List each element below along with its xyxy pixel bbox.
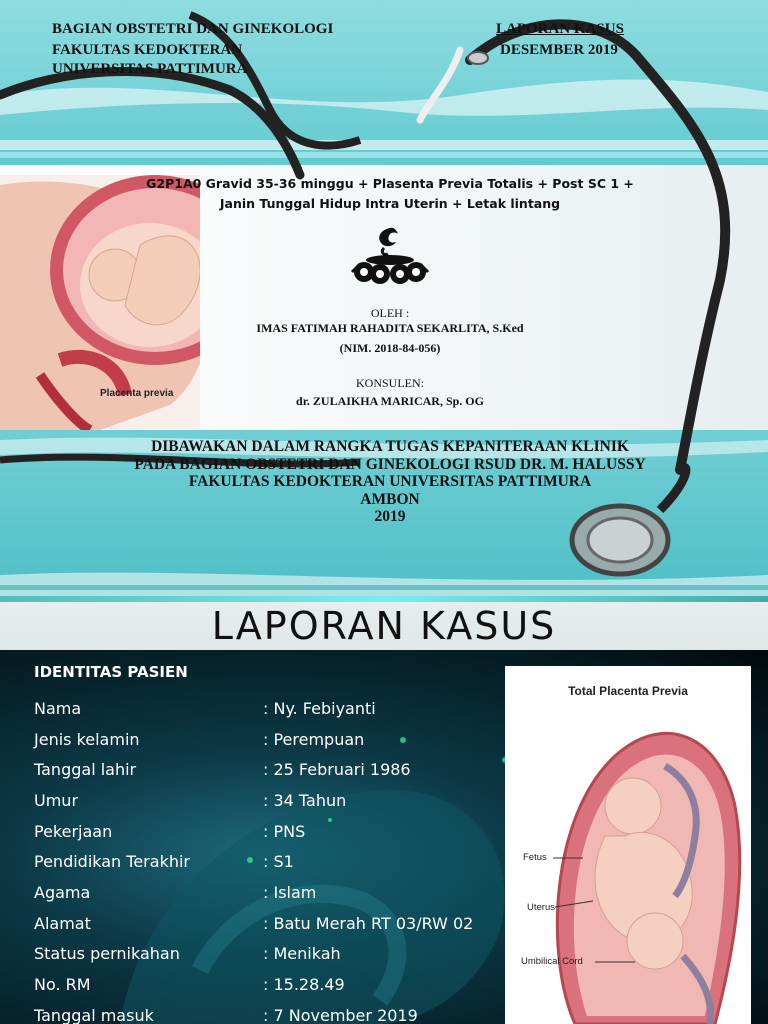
patient-identity-list bbox=[34, 693, 504, 1024]
identity-row bbox=[34, 908, 504, 939]
identity-row bbox=[34, 724, 504, 755]
identity-row bbox=[34, 1000, 504, 1024]
row-value: : Menikah bbox=[263, 944, 341, 964]
report-date: DESEMBER 2019 bbox=[500, 42, 618, 58]
patient-identity-slide bbox=[0, 596, 768, 1024]
consultant-label: KONSULEN: bbox=[356, 376, 424, 390]
row-label: No. RM bbox=[34, 975, 91, 995]
faculty-line: FAKULTAS KEDOKTERAN bbox=[52, 42, 243, 58]
identity-row bbox=[34, 754, 504, 785]
row-value: : 25 Februari 1986 bbox=[263, 760, 411, 780]
identity-row bbox=[34, 693, 504, 724]
diagram-title: Total Placenta Previa bbox=[568, 684, 688, 698]
identity-row bbox=[34, 939, 504, 970]
fetus-label: Fetus bbox=[523, 852, 547, 863]
placenta-previa-caption: Placenta previa bbox=[100, 388, 174, 399]
row-value: : 34 Tahun bbox=[263, 790, 347, 810]
row-label: Nama bbox=[34, 698, 82, 718]
row-label: Tanggal lahir bbox=[34, 760, 137, 780]
row-label: Agama bbox=[34, 882, 91, 902]
department-line: BAGIAN OBSTETRI DAN GINEKOLOGI bbox=[52, 21, 334, 37]
identity-row bbox=[34, 969, 504, 1000]
identity-row bbox=[34, 816, 504, 847]
uterus-label: Uterus bbox=[527, 902, 555, 913]
case-title bbox=[120, 174, 660, 214]
row-label: Umur bbox=[34, 790, 79, 810]
row-value: : S1 bbox=[263, 852, 294, 872]
department-header bbox=[52, 20, 333, 79]
row-value: : 7 November 2019 bbox=[263, 1005, 418, 1024]
row-label: Alamat bbox=[34, 913, 91, 933]
university-line: UNIVERSITAS PATTIMURA bbox=[52, 61, 248, 77]
umbilical-cord-label: Umbilical Cord bbox=[521, 956, 583, 967]
identity-row bbox=[34, 846, 504, 877]
row-value: : Perempuan bbox=[263, 729, 365, 749]
row-label: Pendidikan Terakhir bbox=[34, 852, 190, 872]
purpose-line: DIBAWAKAN DALAM RANGKA TUGAS KEPANITERAAN KLINIK bbox=[151, 438, 629, 455]
row-value: : Batu Merah RT 03/RW 02 bbox=[263, 913, 474, 933]
author-name: IMAS FATIMAH RAHADITA SEKARLITA, S.Ked bbox=[256, 321, 524, 335]
row-value: : Ny. Febiyanti bbox=[263, 698, 376, 718]
purpose-line: PADA BAGIAN OBSTETRI DAN GINEKOLOGI RSUD DR. M. HALUSSY bbox=[134, 455, 646, 473]
report-type: LAPORAN KASUS bbox=[496, 21, 624, 37]
university-logo bbox=[350, 224, 430, 294]
purpose-line: AMBON bbox=[360, 490, 420, 508]
identity-row bbox=[34, 877, 504, 908]
slide-title: LAPORAN KASUS bbox=[211, 604, 557, 648]
report-header bbox=[496, 20, 624, 60]
row-label: Jenis kelamin bbox=[34, 729, 140, 749]
author-nim: (NIM. 2018-84-056) bbox=[339, 341, 441, 355]
case-title-line: Janin Tunggal Hidup Intra Uterin + Letak lintang bbox=[219, 196, 561, 211]
presentation-purpose bbox=[40, 438, 740, 526]
row-label: Status pernikahan bbox=[34, 944, 180, 964]
row-value: : PNS bbox=[263, 821, 306, 841]
case-title-line: G2P1A0 Gravid 35-36 minggu + Plasenta Previa Totalis + Post SC 1 + bbox=[146, 176, 634, 191]
identity-row bbox=[34, 785, 504, 816]
row-value: : Islam bbox=[263, 882, 317, 902]
consultant-name: dr. ZULAIKHA MARICAR, Sp. OG bbox=[296, 394, 484, 408]
row-value: : 15.28.49 bbox=[263, 975, 345, 995]
purpose-line: FAKULTAS KEDOKTERAN UNIVERSITAS PATTIMURA bbox=[188, 473, 592, 490]
author-label: OLEH : bbox=[370, 306, 410, 320]
purpose-line: 2019 bbox=[374, 508, 406, 525]
row-label: Tanggal masuk bbox=[34, 1005, 154, 1024]
placenta-previa-diagram bbox=[505, 666, 751, 1024]
section-title: IDENTITAS PASIEN bbox=[34, 663, 188, 681]
row-label: Pekerjaan bbox=[34, 821, 113, 841]
